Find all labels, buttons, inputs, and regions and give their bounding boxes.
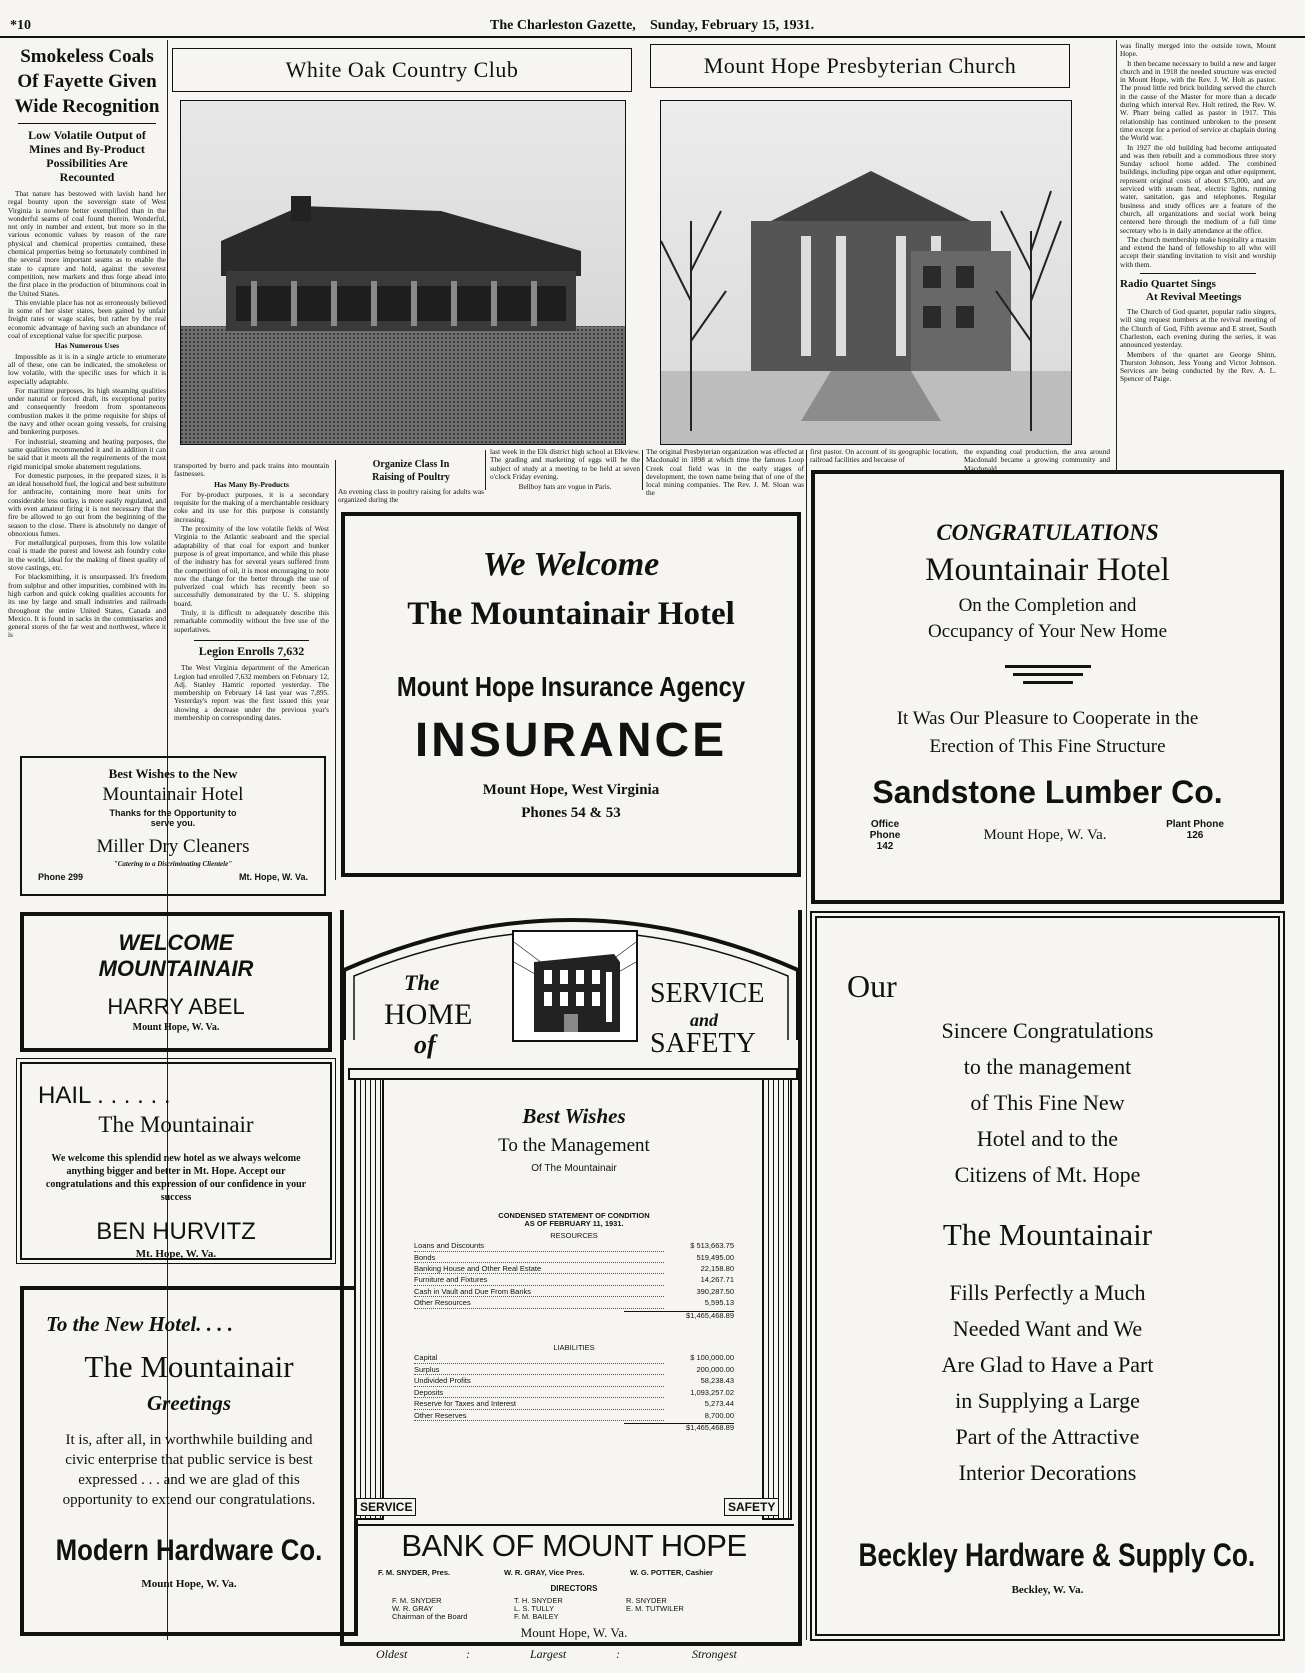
- paragraph: For blacksmithing, it is unsurpassed. It's freedom from sulphur and other impurities, combined with its high carbon and quick coking qualities accounts for its use by large and small industries and railroads throughout the entire United States, Canada and Mexico. It is found in sacks in the commissaries and general stores of the far west and northwest, where it is: [8, 572, 166, 640]
- plant-phone: [1165, 819, 1225, 841]
- beckley-ad: [815, 916, 1280, 1636]
- headline-line: Of Fayette Given: [17, 71, 157, 92]
- beckley-our: Our: [847, 968, 897, 1004]
- club-photo-image: [181, 101, 626, 445]
- office-phone-number: 142: [876, 841, 894, 852]
- paper-name: The Charleston Gazette,: [490, 18, 636, 33]
- modern-body: It is, after all, in worthwhile building and civic enterprise that public service is best expressed . . . and we are glad of this opportunity to extend our congratulations.: [62, 1432, 316, 1508]
- pillar-service: SERVICE: [356, 1498, 416, 1516]
- beckley-line: Are Glad to Have a Part: [941, 1352, 1154, 1377]
- insurance-big: INSURANCE: [414, 714, 728, 767]
- column-rule: [1116, 40, 1117, 470]
- statement-row-value: 8,700.00: [704, 1410, 734, 1420]
- statement-row: [414, 1389, 734, 1400]
- bank-ad: [340, 910, 802, 1661]
- sandstone-line3: It Was Our Pleasure to Cooperate in the: [896, 708, 1199, 729]
- statement-row-value: 390,287.50: [696, 1286, 734, 1296]
- paragraph: Impossible as it is in a single article to enumerate all of these, one can be indicated, the smokeless or low volatile, with the specific uses for which it is especially adaptable.: [8, 351, 166, 386]
- elk-brief: [490, 448, 640, 491]
- radio-headline: [1120, 278, 1276, 304]
- statement-row: [414, 1276, 734, 1287]
- paragraph: was finally merged into the outside town, Mount Hope.: [1120, 41, 1276, 59]
- poultry-body: An evening class in poultry raising for adults was organized during the: [338, 487, 484, 505]
- modern-l1: To the New Hotel. . . .: [46, 1312, 234, 1336]
- club-title: White Oak Country Club: [285, 57, 519, 82]
- director: Chairman of the Board: [392, 1612, 468, 1621]
- insurance-welcome: We Welcome: [482, 546, 660, 583]
- church-history-3: the expanding coal production, the area around Macdonald became a growing community and Macdonald: [964, 447, 1110, 473]
- statement-row: [414, 1354, 734, 1365]
- legion-body: The West Virginia department of the American Legion had enrolled 7,632 members on February 12, Adj. Stanley Hamric reported yesterday. The membership on February 14 last year was 7,895. Yesterday's report was the first issued this year showing a decrease under the previous year's membership on corresponding dates.: [174, 663, 329, 723]
- statement-row-value: 14,267.71: [700, 1275, 734, 1285]
- paragraph: Members of the quartet are George Shinn, Thurston Johnson, Jess Young and Victor Johnson. Services are being conducted by the Rev. A. L. Spencer of Paige.: [1120, 349, 1276, 384]
- statement-row: [414, 1265, 734, 1276]
- modern-place: Mount Hope, W. Va.: [141, 1578, 237, 1590]
- beckley-line: Part of the Attractive: [955, 1424, 1140, 1449]
- officer-vice-president: W. R. GRAY, Vice Pres.: [504, 1568, 585, 1577]
- headline-line: At Revival Meetings: [1146, 291, 1242, 304]
- modern-l2: The Mountainair: [84, 1349, 294, 1384]
- bank-place: Mount Hope, W. Va.: [520, 1625, 628, 1640]
- statement-row-value: 519,495.00: [696, 1252, 734, 1262]
- miller-l1: Best Wishes to the New: [108, 766, 238, 781]
- beckley-line: Hotel and to the: [976, 1126, 1119, 1151]
- plant-phone-number: 126: [1186, 830, 1204, 841]
- paragraph: For metallurgical purposes, from this low volatile coal is made the purest and lowest ash foundry coke in the world, ideal for the making of finest quality of stove castings, etc.: [8, 538, 166, 573]
- deck-line: Mines and By-Product: [29, 142, 145, 156]
- statement-row: [414, 1366, 734, 1377]
- insurance-hotel: The Mountainair Hotel: [407, 596, 735, 632]
- column-rule: [642, 450, 643, 490]
- sandstone-line1: On the Completion and: [958, 595, 1137, 616]
- club-title-box: [172, 48, 632, 92]
- directors: [354, 1597, 794, 1627]
- beckley-line: of This Fine New: [970, 1090, 1125, 1115]
- coal-deck: [8, 128, 166, 184]
- miller-tag: "Catering to a Discriminating Clientele": [113, 860, 233, 868]
- paragraph: This enviable place has not as erroneously believed in some of her sister states, been gained by unfair freight rates or wage scales, but rather by the real economic advantage of having such an abundance of coal of exceptional value for specific purpose.: [8, 297, 166, 341]
- paragraph: transported by burro and pack trains into mountain fastnesses.: [174, 461, 329, 479]
- statement-row-value: 200,000.00: [696, 1364, 734, 1374]
- statement-row: [414, 1377, 734, 1388]
- statement-row: [414, 1412, 734, 1423]
- miller-place: Mt. Hope, W. Va.: [238, 872, 308, 882]
- liabilities-table: [414, 1354, 734, 1422]
- paragraph: The proximity of the low volatile fields of West Virginia to the Atlantic seaboard and the special adaptability of that coal for export and bunker purpose is of great importance, and while this phase of the industry has for several years suffered from the competition of oil, it is most encouraging to note now the change for the better through the use of pulverized coal which has recently been so successfully demonstrated by the U. S. shipping board.: [174, 524, 329, 608]
- headline-line: Smokeless Coals: [20, 46, 154, 67]
- church-history-1: The original Presbyterian organization was effected at Macdonald in 1898 at which time the famous Loop Creek coal field was in the early stages of development, the town name being that of one of the local mining companies. The Rev. J. M. Sloan was the: [646, 447, 804, 498]
- sandstone-line4: Erection of This Fine Structure: [929, 736, 1166, 757]
- masthead: [0, 0, 1305, 42]
- statement-row-label: Deposits: [414, 1389, 664, 1398]
- hurvitz-mountainair: The Mountainair: [98, 1112, 254, 1137]
- bank-safety: SAFETY: [650, 1028, 756, 1059]
- sandstone-line2: Occupancy of Your New Home: [927, 621, 1168, 642]
- insurance-place: Mount Hope, West Virginia: [482, 782, 660, 798]
- beckley-mountainair: The Mountainair: [942, 1217, 1153, 1252]
- paragraph: For by-product purposes, it is a secondary requisite for the making of a merchantable residuary coke and its use for this purpose is constantly increasing.: [174, 489, 329, 524]
- modern-ad: [20, 1286, 358, 1636]
- statement-row-label: Reserve for Taxes and Interest: [414, 1400, 664, 1409]
- deck-line: Recounted: [59, 170, 115, 184]
- church-title-box: [650, 44, 1070, 88]
- paragraph: In 1927 the old building had become antiquated and was then rebuilt and a commodious three story Sunday school home added. The combined buildings, including pipe organ and other equipment, represent original costs of about $75,000, and are serviced with steam heat, electric lights, running water, sanitation, gas and telephones. Regular business and study offices are a feature of the church, all organizations and social work being centered here through the medium of a full time secretary who is in daily attendance at the office.: [1120, 142, 1276, 235]
- bank-name: BANK OF MOUNT HOPE: [401, 1528, 747, 1563]
- beckley-lines2: [817, 1275, 1278, 1491]
- plant-phone-label: Plant Phone: [1166, 819, 1224, 830]
- statement-row-label: Capital: [414, 1354, 664, 1363]
- headline-line: Organize Class In: [372, 459, 450, 470]
- statement-row-label: Furniture and Fixtures: [414, 1276, 664, 1285]
- bank-wishes: [394, 1104, 754, 1174]
- modern-name: Modern Hardware Co.: [55, 1534, 323, 1567]
- statement-row-value: 22,158.80: [700, 1264, 734, 1274]
- miller-l4: serve you.: [150, 818, 196, 828]
- liabilities-total: $1,465,468.89: [624, 1423, 734, 1432]
- statement-row-value: 1,093,257.02: [690, 1387, 734, 1397]
- beckley-line: Sincere Congratulations: [941, 1018, 1154, 1043]
- legion-headline: Legion Enrolls 7,632: [198, 643, 305, 658]
- beckley-line: to the management: [963, 1054, 1132, 1079]
- paragraph: The church membership make hospitality a maxim and extend the hand of fellowship to all who will accept their standing invitation to visit and worship with them.: [1120, 234, 1276, 269]
- coal-article: [8, 44, 166, 641]
- elk-body: last week in the Elk district high school at Elkview. The grading and marketing of eggs will be the subject of study at a meeting to be held at seven o'clock Friday evening.: [490, 447, 640, 481]
- director: E. M. TUTWILER: [626, 1604, 684, 1613]
- bank-of: of: [414, 1030, 436, 1059]
- insurance-agency: Mount Hope Insurance Agency: [396, 671, 746, 702]
- paragraph: It then became necessary to build a new and larger church and in 1918 the needed structure was erected in Mount Hope, with the Rev. J. W. Holt as pastor. The proud little red brick building served the church in the cause of the Master for more than a decade during which interval Rev. Holt retired, the Rev. W. W. Pharr being called as pastor in 1917. This relationship has continued unbroken to the present time except for a period of service at chaplain during the World war.: [1120, 58, 1276, 143]
- headline-line: Raising of Poultry: [372, 472, 450, 483]
- statement-row-label: Bonds: [414, 1254, 664, 1263]
- sandstone-place: Mount Hope, W. Va.: [983, 827, 1107, 843]
- statement-row-label: Surplus: [414, 1366, 664, 1375]
- statement-row-label: Loans and Discounts: [414, 1242, 664, 1251]
- miller-l2: Mountainair Hotel: [102, 784, 244, 805]
- director: R. SNYDER: [626, 1596, 667, 1605]
- issue-date: Sunday, February 15, 1931.: [650, 18, 815, 33]
- bank-wish1: Best Wishes: [522, 1104, 626, 1128]
- statement-date: AS OF FEBRUARY 11, 1931.: [524, 1219, 624, 1229]
- statement-row: [414, 1400, 734, 1411]
- abel-l2: MOUNTAINAIR: [98, 956, 254, 981]
- statement-row: [414, 1299, 734, 1310]
- church-history-2: first pastor. On account of its geographic location, railroad facilities and because of: [810, 447, 958, 465]
- sandstone-congrats: CONGRATULATIONS: [936, 520, 1159, 545]
- motto-oldest: Oldest: [376, 1647, 408, 1661]
- resources-label: RESOURCES: [550, 1230, 598, 1240]
- sandstone-hotel: Mountainair Hotel: [925, 552, 1170, 588]
- miller-phone: Phone 299: [38, 872, 84, 882]
- officer-president: F. M. SNYDER, Pres.: [378, 1568, 451, 1577]
- page-number: *10: [10, 18, 31, 33]
- director: L. S. TULLY: [514, 1604, 555, 1613]
- entablature: [348, 1068, 798, 1080]
- bank-wish2: To the Management: [498, 1135, 650, 1156]
- bank-home: HOME: [384, 998, 473, 1031]
- statement-row-label: Other Reserves: [414, 1412, 664, 1421]
- abel-place: Mount Hope, W. Va.: [132, 1022, 220, 1033]
- abel-l1: WELCOME: [118, 930, 234, 955]
- coal-headline: [8, 44, 166, 119]
- resources-total: $1,465,468.89: [624, 1311, 734, 1320]
- miller-name: Miller Dry Cleaners: [96, 836, 250, 857]
- statement-row-label: Undivided Profits: [414, 1377, 664, 1386]
- beckley-lines: [817, 1013, 1278, 1193]
- coal-continuation: [174, 462, 329, 723]
- bank-statement: [414, 1212, 734, 1432]
- abel-name: HARRY ABEL: [107, 994, 245, 1019]
- paragraph: The Church of God quartet, popular radio singers, will sing request numbers at the revival meeting of the Church of God, Fifth avenue and E street, South Charleston, each evening during the series, it was announced yesterday.: [1120, 307, 1276, 350]
- paragraph: For maritime purposes, its high steaming qualities under natural or forced draft, its exceptional purity and consequently freedom from spontaneous combustion makes it the prime requisite for ships of the navy and other ocean going vessels, for cruising and bunkering purposes.: [8, 385, 166, 437]
- director: F. M. BAILEY: [514, 1612, 559, 1621]
- sandstone-ad: [811, 470, 1284, 904]
- statement-row-value: 5,595.13: [704, 1298, 734, 1308]
- office-phone: [855, 819, 915, 852]
- headline-line: Radio Quartet Sings: [1120, 278, 1216, 291]
- liabilities-label: LIABILITIES: [553, 1343, 595, 1353]
- bank-building-icon: [512, 930, 638, 1042]
- church-title: Mount Hope Presbyterian Church: [703, 53, 1017, 78]
- resources-table: [414, 1242, 734, 1310]
- deck-line: Low Volatile Output of: [28, 128, 146, 142]
- bank-wish3: Of The Mountainair: [531, 1163, 617, 1174]
- director: W. R. GRAY: [392, 1604, 434, 1613]
- right-pillar: [762, 1080, 792, 1520]
- bellboy-brief: Bellboy hats are vogue in Paris.: [518, 482, 612, 492]
- beckley-line: Needed Want and We: [952, 1316, 1143, 1341]
- statement-row-value: 58,238.43: [700, 1376, 734, 1386]
- decorative-rules: [1005, 665, 1091, 684]
- club-photo: [180, 100, 626, 445]
- hurvitz-place: Mt. Hope, W. Va.: [135, 1248, 217, 1260]
- column-rule: [335, 460, 336, 880]
- office-phone-label: Office Phone: [869, 819, 901, 841]
- hurvitz-hail: HAIL . . . . . .: [38, 1082, 171, 1109]
- poultry-brief: [338, 458, 484, 505]
- column-rule: [806, 450, 807, 1640]
- pillar-safety: SAFETY: [724, 1498, 779, 1516]
- column-rule: [485, 450, 486, 490]
- bank-service: SERVICE: [650, 978, 765, 1009]
- insurance-phones: Phones 54 & 53: [521, 805, 621, 821]
- hurvitz-name: BEN HURVITZ: [96, 1218, 256, 1245]
- paragraph: For domestic purposes, in the prepared sizes, it is an ideal household fuel, the logical and best substitute for anthracite, containing more heat units for considerable less outlay, is more easily regulated, and with even amateur firing it is not necessary that the fire be allowed to go out from the beginning of the season to the close. There is absolutely no danger of obnoxious fumes.: [8, 470, 166, 538]
- sandstone-footer: [815, 819, 1280, 859]
- modern-l3: Greetings: [147, 1391, 231, 1415]
- bank-footer: BANK OF MOUNT HOPE F. M. SNYDER, Pres. W. R. GRAY, Vice Pres. W. G. POTTER, Cashier DIRECTORS F. M. SNYDER W. R. GRAY Chairman of the Board T. H. SNYDER L. S. TULLY F. M. BAILEY R. SNYDER E. M. TUTWILER Mount Hope, W. Va. Oldest : Largest : Strongest: [354, 1524, 794, 1665]
- sandstone-company: Sandstone Lumber Co.: [872, 774, 1223, 810]
- headline-line: Wide Recognition: [14, 96, 160, 117]
- paragraph: For industrial, steaming and heating purposes, the same qualities recommended it and in addition it can be said that it meets all the requirements of the most rigid municipal smoke abatement regulations.: [8, 436, 166, 471]
- insurance-ad: [341, 512, 801, 877]
- coal-body: [8, 190, 166, 640]
- beckley-place: Beckley, W. Va.: [1011, 1584, 1084, 1596]
- statement-row-value: $ 513,663.75: [690, 1241, 734, 1251]
- paragraph: Truly, it is difficult to adequately describe this remarkable commodity without the free use of the superlatives.: [174, 608, 329, 634]
- statement-row: [414, 1288, 734, 1299]
- statement-title: CONDENSED STATEMENT OF CONDITION: [498, 1211, 650, 1220]
- bank-the: The: [404, 970, 440, 995]
- statement-row-value: $ 100,000.00: [690, 1353, 734, 1363]
- left-pillar: [354, 1080, 384, 1520]
- church-photo: [660, 100, 1072, 445]
- church-history-right: [1120, 42, 1276, 385]
- beckley-company: Beckley Hardware & Supply Co.: [858, 1537, 1256, 1573]
- statement-row-value: 5,273.44: [704, 1399, 734, 1409]
- subhead: Has Numerous Uses: [54, 341, 120, 351]
- motto-largest: Largest: [530, 1647, 567, 1661]
- beckley-line: Fills Perfectly a Much: [949, 1280, 1146, 1305]
- director: T. H. SNYDER: [514, 1596, 563, 1605]
- miller-ad: [20, 756, 326, 896]
- motto-strongest: Strongest: [692, 1647, 737, 1661]
- hurvitz-ad: [20, 1062, 332, 1260]
- statement-row-label: Cash in Vault and Due From Banks: [414, 1288, 664, 1297]
- officer-cashier: W. G. POTTER, Cashier: [630, 1568, 713, 1577]
- church-photo-image: [661, 101, 1072, 445]
- hurvitz-body: We welcome this splendid new hotel as we always welcome anything bigger and better in Mt. Hope. Accept our congratulations and this expression of our confidence in your success: [45, 1153, 307, 1203]
- subhead: Has Many By-Products: [214, 479, 289, 489]
- beckley-line: Interior Decorations: [958, 1460, 1137, 1485]
- beckley-line: in Supplying a Large: [955, 1388, 1140, 1413]
- beckley-line: Citizens of Mt. Hope: [954, 1162, 1141, 1187]
- deck-line: Possibilities Are: [46, 156, 128, 170]
- bank-and: and: [689, 1010, 718, 1030]
- director: F. M. SNYDER: [392, 1596, 442, 1605]
- statement-row-label: Other Resources: [414, 1299, 664, 1308]
- statement-row-label: Banking House and Other Real Estate: [414, 1265, 664, 1274]
- statement-row: [414, 1242, 734, 1253]
- directors-label: DIRECTORS: [550, 1584, 598, 1593]
- miller-l3: Thanks for the Opportunity to: [109, 808, 237, 818]
- statement-row: [414, 1254, 734, 1265]
- paragraph: That nature has bestowed with lavish hand her regal bounty upon the sovereign state of West Virginia is nowhere better exemplified than in the wonderful seams of coal found therein. Wonderful, not only in number and extent, but more so in the various economic values by reason of the rare physical and chemical properties contained, these chemical properties being so fortunately combined in the several more important seams as to enable the state to capture and hold, against the severest competition, new markets and thus forge ahead into the first place in the production of bituminous coal in the United States.: [8, 189, 166, 298]
- poultry-headline: [338, 458, 484, 484]
- abel-ad: [20, 912, 332, 1052]
